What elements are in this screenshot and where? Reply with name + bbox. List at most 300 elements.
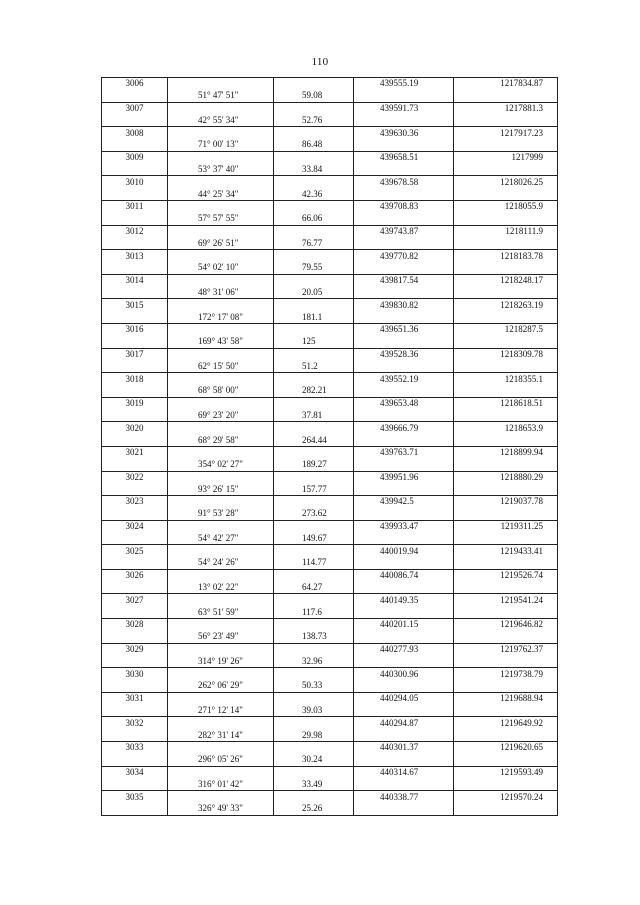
- empty-cell: [454, 311, 558, 323]
- y-coordinate: 1219541.24: [454, 594, 558, 606]
- x-coordinate: 439743.87: [354, 225, 454, 237]
- y-coordinate: 1219646.82: [454, 619, 558, 631]
- point-id: 3028: [102, 619, 168, 631]
- point-row: [102, 791, 558, 803]
- empty-cell: [354, 729, 454, 741]
- empty-cell: [454, 287, 558, 299]
- empty-cell: [102, 803, 168, 815]
- empty-cell: [274, 520, 354, 532]
- x-coordinate: 439658.51: [354, 151, 454, 163]
- segment-row: [102, 336, 558, 348]
- empty-cell: [168, 471, 274, 483]
- empty-cell: [102, 410, 168, 422]
- y-coordinate: 1219762.37: [454, 643, 558, 655]
- x-coordinate: 439951.96: [354, 471, 454, 483]
- point-row: [102, 348, 558, 360]
- point-row: [102, 373, 558, 385]
- empty-cell: [168, 594, 274, 606]
- empty-cell: [454, 803, 558, 815]
- empty-cell: [168, 348, 274, 360]
- y-coordinate: 1217999: [454, 151, 558, 163]
- empty-cell: [168, 299, 274, 311]
- point-id: 3011: [102, 200, 168, 212]
- coordinate-table: [101, 77, 558, 816]
- empty-cell: [168, 176, 274, 188]
- empty-cell: [102, 680, 168, 692]
- empty-cell: [102, 385, 168, 397]
- bearing-angle: 316° 01' 42": [168, 778, 274, 790]
- empty-cell: [274, 471, 354, 483]
- y-coordinate: 1218248.17: [454, 274, 558, 286]
- point-row: [102, 594, 558, 606]
- x-coordinate: 439666.79: [354, 422, 454, 434]
- coordinate-table-body: [102, 78, 558, 816]
- y-coordinate: 1218355.1: [454, 373, 558, 385]
- segment-distance: 273.62: [274, 508, 354, 520]
- empty-cell: [274, 643, 354, 655]
- x-coordinate: 440314.67: [354, 766, 454, 778]
- segment-row: [102, 114, 558, 126]
- bearing-angle: 271° 12' 14": [168, 705, 274, 717]
- empty-cell: [354, 385, 454, 397]
- x-coordinate: 440300.96: [354, 668, 454, 680]
- segment-distance: 52.76: [274, 114, 354, 126]
- point-row: [102, 717, 558, 729]
- segment-distance: 64.27: [274, 582, 354, 594]
- segment-row: [102, 631, 558, 643]
- empty-cell: [168, 791, 274, 803]
- segment-distance: 59.08: [274, 90, 354, 102]
- x-coordinate: 439678.58: [354, 176, 454, 188]
- empty-cell: [168, 397, 274, 409]
- empty-cell: [274, 250, 354, 262]
- segment-row: [102, 262, 558, 274]
- bearing-angle: 56° 23' 49": [168, 631, 274, 643]
- empty-cell: [102, 705, 168, 717]
- empty-cell: [354, 705, 454, 717]
- empty-cell: [454, 532, 558, 544]
- empty-cell: [102, 729, 168, 741]
- empty-cell: [354, 483, 454, 495]
- point-row: [102, 545, 558, 557]
- segment-distance: 25.26: [274, 803, 354, 815]
- y-coordinate: 1218111.9: [454, 225, 558, 237]
- point-id: 3035: [102, 791, 168, 803]
- bearing-angle: 48° 31' 06": [168, 287, 274, 299]
- segment-distance: 125: [274, 336, 354, 348]
- point-row: [102, 250, 558, 262]
- point-id: 3027: [102, 594, 168, 606]
- empty-cell: [454, 213, 558, 225]
- segment-row: [102, 188, 558, 200]
- point-id: 3022: [102, 471, 168, 483]
- empty-cell: [454, 139, 558, 151]
- empty-cell: [454, 385, 558, 397]
- segment-row: [102, 680, 558, 692]
- empty-cell: [274, 496, 354, 508]
- y-coordinate: 1218026.25: [454, 176, 558, 188]
- segment-distance: 76.77: [274, 237, 354, 249]
- bearing-angle: 69° 23' 20": [168, 410, 274, 422]
- empty-cell: [168, 78, 274, 90]
- empty-cell: [102, 213, 168, 225]
- empty-cell: [102, 188, 168, 200]
- empty-cell: [454, 336, 558, 348]
- bearing-angle: 93° 26' 15": [168, 483, 274, 495]
- point-row: [102, 569, 558, 581]
- segment-row: [102, 803, 558, 815]
- empty-cell: [168, 250, 274, 262]
- segment-distance: 30.24: [274, 754, 354, 766]
- y-coordinate: 1219620.65: [454, 742, 558, 754]
- segment-distance: 37.81: [274, 410, 354, 422]
- y-coordinate: 1218287.5: [454, 323, 558, 335]
- empty-cell: [168, 692, 274, 704]
- bearing-angle: 71° 00' 13": [168, 139, 274, 151]
- empty-cell: [274, 323, 354, 335]
- empty-cell: [454, 508, 558, 520]
- point-id: 3008: [102, 127, 168, 139]
- point-row: [102, 446, 558, 458]
- empty-cell: [168, 569, 274, 581]
- y-coordinate: 1218618.51: [454, 397, 558, 409]
- y-coordinate: 1218183.78: [454, 250, 558, 262]
- empty-cell: [274, 102, 354, 114]
- empty-cell: [274, 619, 354, 631]
- bearing-angle: 69° 26' 51": [168, 237, 274, 249]
- empty-cell: [102, 483, 168, 495]
- empty-cell: [274, 422, 354, 434]
- x-coordinate: 440294.87: [354, 717, 454, 729]
- empty-cell: [274, 348, 354, 360]
- bearing-angle: 63° 51' 59": [168, 606, 274, 618]
- point-row: [102, 668, 558, 680]
- bearing-angle: 68° 58' 00": [168, 385, 274, 397]
- x-coordinate: 439591.73: [354, 102, 454, 114]
- empty-cell: [354, 680, 454, 692]
- y-coordinate: 1217881.3: [454, 102, 558, 114]
- segment-row: [102, 508, 558, 520]
- empty-cell: [168, 643, 274, 655]
- segment-row: [102, 237, 558, 249]
- segment-distance: 42.36: [274, 188, 354, 200]
- empty-cell: [168, 766, 274, 778]
- empty-cell: [454, 237, 558, 249]
- point-id: 3023: [102, 496, 168, 508]
- y-coordinate: 1219433.41: [454, 545, 558, 557]
- bearing-angle: 314° 19' 26": [168, 655, 274, 667]
- empty-cell: [454, 434, 558, 446]
- x-coordinate: 439528.36: [354, 348, 454, 360]
- segment-distance: 29.98: [274, 729, 354, 741]
- empty-cell: [102, 434, 168, 446]
- empty-cell: [354, 139, 454, 151]
- point-row: [102, 102, 558, 114]
- point-row: [102, 78, 558, 90]
- empty-cell: [168, 373, 274, 385]
- x-coordinate: 439651.36: [354, 323, 454, 335]
- y-coordinate: 1218880.29: [454, 471, 558, 483]
- point-id: 3015: [102, 299, 168, 311]
- empty-cell: [168, 151, 274, 163]
- point-id: 3026: [102, 569, 168, 581]
- x-coordinate: 439708.83: [354, 200, 454, 212]
- y-coordinate: 1218309.78: [454, 348, 558, 360]
- point-id: 3013: [102, 250, 168, 262]
- empty-cell: [274, 78, 354, 90]
- empty-cell: [454, 705, 558, 717]
- y-coordinate: 1218899.94: [454, 446, 558, 458]
- empty-cell: [168, 717, 274, 729]
- empty-cell: [454, 114, 558, 126]
- x-coordinate: 439817.54: [354, 274, 454, 286]
- empty-cell: [354, 434, 454, 446]
- point-id: 3020: [102, 422, 168, 434]
- empty-cell: [168, 102, 274, 114]
- segment-distance: 157.77: [274, 483, 354, 495]
- empty-cell: [454, 188, 558, 200]
- x-coordinate: 440019.94: [354, 545, 454, 557]
- segment-row: [102, 213, 558, 225]
- empty-cell: [102, 90, 168, 102]
- empty-cell: [354, 213, 454, 225]
- segment-row: [102, 754, 558, 766]
- empty-cell: [274, 717, 354, 729]
- empty-cell: [274, 545, 354, 557]
- point-id: 3029: [102, 643, 168, 655]
- point-id: 3017: [102, 348, 168, 360]
- y-coordinate: 1217917.23: [454, 127, 558, 139]
- empty-cell: [102, 655, 168, 667]
- segment-distance: 79.55: [274, 262, 354, 274]
- empty-cell: [274, 742, 354, 754]
- empty-cell: [354, 188, 454, 200]
- empty-cell: [102, 287, 168, 299]
- segment-distance: 33.49: [274, 778, 354, 790]
- empty-cell: [354, 754, 454, 766]
- empty-cell: [354, 336, 454, 348]
- empty-cell: [454, 754, 558, 766]
- empty-cell: [354, 508, 454, 520]
- segment-distance: 181.1: [274, 311, 354, 323]
- bearing-angle: 172° 17' 08": [168, 311, 274, 323]
- segment-row: [102, 360, 558, 372]
- point-row: [102, 520, 558, 532]
- point-row: [102, 299, 558, 311]
- point-id: 3032: [102, 717, 168, 729]
- empty-cell: [274, 274, 354, 286]
- empty-cell: [454, 655, 558, 667]
- point-id: 3033: [102, 742, 168, 754]
- x-coordinate: 439770.82: [354, 250, 454, 262]
- segment-row: [102, 705, 558, 717]
- empty-cell: [274, 791, 354, 803]
- segment-row: [102, 434, 558, 446]
- segment-distance: 282.21: [274, 385, 354, 397]
- point-id: 3021: [102, 446, 168, 458]
- empty-cell: [454, 557, 558, 569]
- empty-cell: [102, 139, 168, 151]
- y-coordinate: 1219688.94: [454, 692, 558, 704]
- x-coordinate: 439763.71: [354, 446, 454, 458]
- empty-cell: [354, 410, 454, 422]
- empty-cell: [454, 729, 558, 741]
- point-id: 3007: [102, 102, 168, 114]
- empty-cell: [102, 360, 168, 372]
- empty-cell: [274, 594, 354, 606]
- bearing-angle: 54° 24' 26": [168, 557, 274, 569]
- point-id: 3012: [102, 225, 168, 237]
- empty-cell: [354, 631, 454, 643]
- point-id: 3018: [102, 373, 168, 385]
- empty-cell: [274, 766, 354, 778]
- segment-distance: 50.33: [274, 680, 354, 692]
- empty-cell: [354, 90, 454, 102]
- point-id: 3014: [102, 274, 168, 286]
- empty-cell: [274, 692, 354, 704]
- point-row: [102, 397, 558, 409]
- point-row: [102, 766, 558, 778]
- empty-cell: [168, 225, 274, 237]
- empty-cell: [354, 655, 454, 667]
- y-coordinate: 1219570.24: [454, 791, 558, 803]
- empty-cell: [168, 496, 274, 508]
- empty-cell: [102, 336, 168, 348]
- empty-cell: [454, 680, 558, 692]
- empty-cell: [274, 373, 354, 385]
- x-coordinate: 440086.74: [354, 569, 454, 581]
- segment-row: [102, 311, 558, 323]
- point-id: 3010: [102, 176, 168, 188]
- segment-distance: 189.27: [274, 459, 354, 471]
- point-row: [102, 496, 558, 508]
- empty-cell: [274, 569, 354, 581]
- empty-cell: [274, 299, 354, 311]
- empty-cell: [274, 151, 354, 163]
- empty-cell: [274, 200, 354, 212]
- segment-row: [102, 287, 558, 299]
- empty-cell: [168, 323, 274, 335]
- empty-cell: [454, 262, 558, 274]
- empty-cell: [354, 803, 454, 815]
- y-coordinate: 1219649.92: [454, 717, 558, 729]
- y-coordinate: 1219738.79: [454, 668, 558, 680]
- empty-cell: [454, 410, 558, 422]
- empty-cell: [354, 287, 454, 299]
- point-row: [102, 274, 558, 286]
- segment-row: [102, 532, 558, 544]
- empty-cell: [102, 508, 168, 520]
- empty-cell: [274, 397, 354, 409]
- bearing-angle: 57° 57' 55": [168, 213, 274, 225]
- segment-distance: 66.06: [274, 213, 354, 225]
- empty-cell: [454, 483, 558, 495]
- bearing-angle: 326° 49' 33": [168, 803, 274, 815]
- segment-distance: 51.2: [274, 360, 354, 372]
- segment-distance: 39.03: [274, 705, 354, 717]
- x-coordinate: 439555.19: [354, 78, 454, 90]
- empty-cell: [454, 631, 558, 643]
- bearing-angle: 91° 53' 28": [168, 508, 274, 520]
- bearing-angle: 13° 02' 22": [168, 582, 274, 594]
- point-id: 3006: [102, 78, 168, 90]
- segment-row: [102, 139, 558, 151]
- point-id: 3024: [102, 520, 168, 532]
- x-coordinate: 440201.15: [354, 619, 454, 631]
- point-id: 3019: [102, 397, 168, 409]
- empty-cell: [354, 459, 454, 471]
- x-coordinate: 440301.37: [354, 742, 454, 754]
- point-id: 3025: [102, 545, 168, 557]
- point-row: [102, 225, 558, 237]
- empty-cell: [168, 127, 274, 139]
- empty-cell: [168, 200, 274, 212]
- segment-distance: 117.6: [274, 606, 354, 618]
- segment-row: [102, 778, 558, 790]
- empty-cell: [168, 446, 274, 458]
- point-row: [102, 323, 558, 335]
- bearing-angle: 51° 47' 51": [168, 90, 274, 102]
- empty-cell: [454, 360, 558, 372]
- segment-row: [102, 410, 558, 422]
- empty-cell: [168, 668, 274, 680]
- empty-cell: [274, 446, 354, 458]
- bearing-angle: 53° 37' 40": [168, 164, 274, 176]
- segment-distance: 86.48: [274, 139, 354, 151]
- empty-cell: [102, 262, 168, 274]
- bearing-angle: 354° 02' 27": [168, 459, 274, 471]
- bearing-angle: 68° 29' 58": [168, 434, 274, 446]
- y-coordinate: 1219037.78: [454, 496, 558, 508]
- empty-cell: [168, 520, 274, 532]
- empty-cell: [274, 225, 354, 237]
- segment-distance: 33.84: [274, 164, 354, 176]
- empty-cell: [102, 532, 168, 544]
- segment-row: [102, 164, 558, 176]
- empty-cell: [354, 164, 454, 176]
- empty-cell: [354, 360, 454, 372]
- x-coordinate: 440338.77: [354, 791, 454, 803]
- empty-cell: [168, 545, 274, 557]
- point-row: [102, 422, 558, 434]
- empty-cell: [354, 311, 454, 323]
- point-row: [102, 471, 558, 483]
- y-coordinate: 1219593.49: [454, 766, 558, 778]
- page-number: 110: [311, 56, 329, 68]
- bearing-angle: 62° 15' 50": [168, 360, 274, 372]
- empty-cell: [354, 778, 454, 790]
- empty-cell: [102, 778, 168, 790]
- point-id: 3034: [102, 766, 168, 778]
- segment-row: [102, 729, 558, 741]
- bearing-angle: 169° 43' 58": [168, 336, 274, 348]
- x-coordinate: 439552.19: [354, 373, 454, 385]
- empty-cell: [102, 754, 168, 766]
- x-coordinate: 439653.48: [354, 397, 454, 409]
- bearing-angle: 42° 55' 34": [168, 114, 274, 126]
- empty-cell: [168, 619, 274, 631]
- empty-cell: [102, 606, 168, 618]
- empty-cell: [168, 274, 274, 286]
- point-row: [102, 176, 558, 188]
- bearing-angle: 262° 06' 29": [168, 680, 274, 692]
- x-coordinate: 440277.93: [354, 643, 454, 655]
- point-id: 3009: [102, 151, 168, 163]
- point-row: [102, 643, 558, 655]
- point-row: [102, 742, 558, 754]
- segment-row: [102, 606, 558, 618]
- empty-cell: [102, 631, 168, 643]
